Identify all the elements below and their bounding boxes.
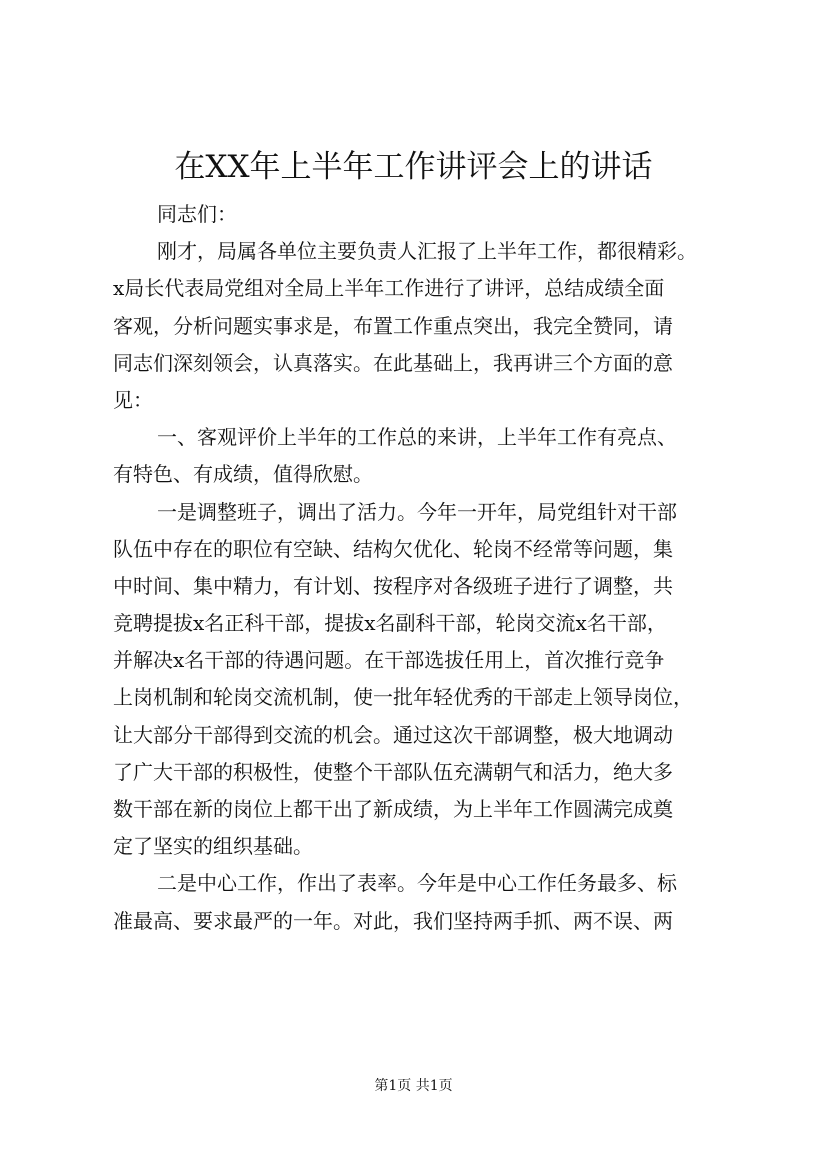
page-footer: 第1页 共1页 xyxy=(374,1078,453,1094)
paragraph-line: 并解决x名干部的待遇问题。在干部选拔任用上，首次推行竞争 xyxy=(113,648,665,673)
paragraph-line: 一是调整班子，调出了活力。今年一开年，局党组针对干部 xyxy=(157,499,677,524)
paragraph-line: 有特色、有成绩，值得欣慰。 xyxy=(113,462,373,487)
paragraph-line: x局长代表局党组对全局上半年工作进行了讲评，总结成绩全面 xyxy=(113,276,665,301)
paragraph-line: 准最高、要求最严的一年。对此，我们坚持两手抓、两不误、两 xyxy=(113,908,673,933)
paragraph-line: 刚才，局属各单位主要负责人汇报了上半年工作，都很精彩。 xyxy=(157,239,697,264)
paragraph-line: 中时间、集中精力，有计划、按程序对各级班子进行了调整，共 xyxy=(113,573,673,598)
paragraph-line: 同志们： xyxy=(157,202,237,226)
paragraph-line: 数干部在新的岗位上都干出了新成绩，为上半年工作圆满完成奠 xyxy=(113,797,673,821)
paragraph-line: 了广大干部的积极性，使整个干部队伍充满朝气和活力，绝大多 xyxy=(113,759,673,784)
paragraph-line: 同志们深刻领会，认真落实。在此基础上，我再讲三个方面的意 xyxy=(113,350,673,375)
paragraph-line: 上岗机制和轮岗交流机制，使一批年轻优秀的干部走上领导岗位， xyxy=(113,685,693,710)
paragraph-line: 让大部分干部得到交流的机会。通过这次干部调整，极大地调动 xyxy=(113,722,673,747)
paragraph-line: 客观，分析问题实事求是，布置工作重点突出，我完全赞同，请 xyxy=(113,313,673,338)
paragraph-line: 队伍中存在的职位有空缺、结构欠优化、轮岗不经常等问题，集 xyxy=(113,536,673,561)
paragraph-line: 二是中心工作，作出了表率。今年是中心工作任务最多、标 xyxy=(157,871,677,896)
document-title: 在XX年上半年工作讲评会上的讲话 xyxy=(174,149,653,185)
paragraph-line: 竞聘提拔x名正科干部，提拔x名副科干部，轮岗交流x名干部， xyxy=(113,611,667,636)
paragraph-line: 见： xyxy=(113,387,153,412)
document-body xyxy=(113,196,723,940)
paragraph-line: 一、客观评价上半年的工作总的来讲，上半年工作有亮点、 xyxy=(157,425,677,450)
paragraph-line: 定了坚实的组织基础。 xyxy=(113,834,313,859)
